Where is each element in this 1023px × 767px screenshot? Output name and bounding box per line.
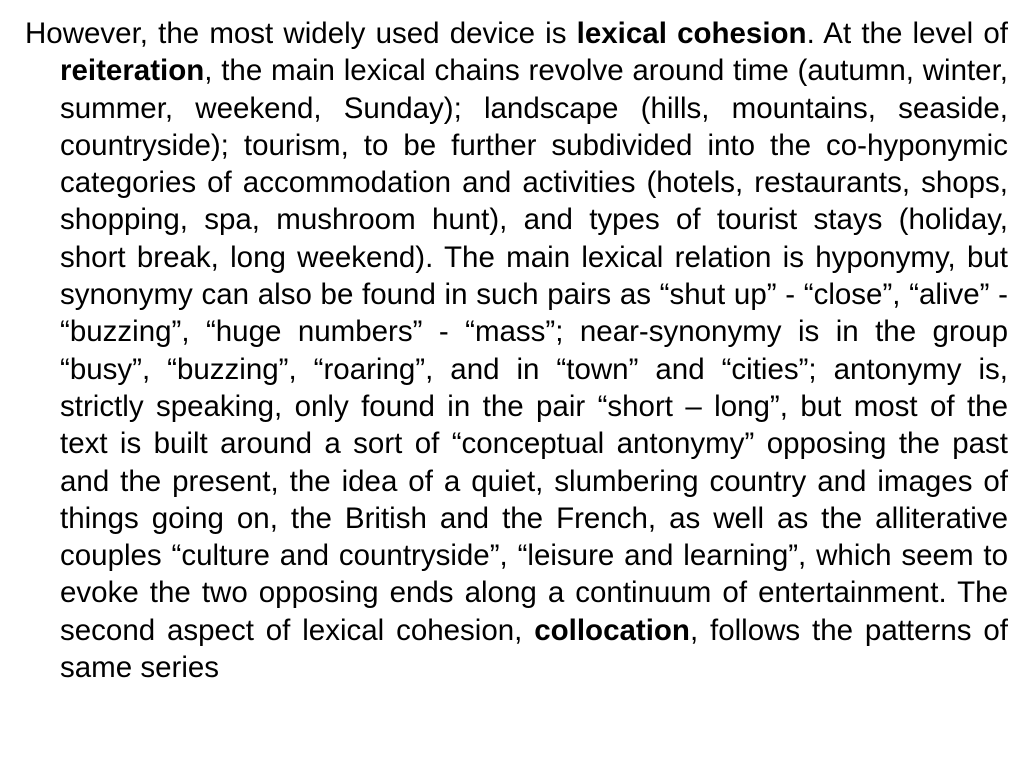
term-collocation: collocation — [534, 613, 690, 647]
body-paragraph — [25, 15, 1008, 686]
text-segment: , the main lexical chains revolve around time (autumn, winter, summer, weekend, Sunday); landscape (hills, mountains, seaside, countryside); tourism, to be further subdivided into the co-hyponymic categories of accommodation and activities (hotels, restaurants, shops, shopping, spa, mushroom hunt), and types of tourist stays (holiday, short break, long weekend). The main lexical relation is hyponymy, but synonymy can also be found in such pairs as “shut up” - “close”, “alive” - “buzzing”, “huge numbers” - “mass”; near-synonymy is in the group “busy”, “buzzing”, “roaring”, and in “town” and “cities”; antonymy is, strictly speaking, only found in the pair “short – long”, but most of the text is built around a sort of “conceptual antonymy” opposing the past and the present, the idea of a quiet, slumbering country and images of things going on, the British and the French, as well as the alliterative couples “culture and countryside”, “leisure and learning”, which seem to evoke the two opposing ends along a continuum of entertainment. The second aspect of lexical cohesion, — [60, 54, 1008, 647]
text-segment: However, the most widely used device is — [25, 17, 577, 50]
text-segment: . At the level of — [806, 17, 1008, 50]
text-segment: , follows the patterns of same series — [60, 613, 1008, 685]
term-reiteration: reiteration — [60, 54, 205, 88]
term-lexical-cohesion: lexical cohesion — [576, 17, 807, 50]
